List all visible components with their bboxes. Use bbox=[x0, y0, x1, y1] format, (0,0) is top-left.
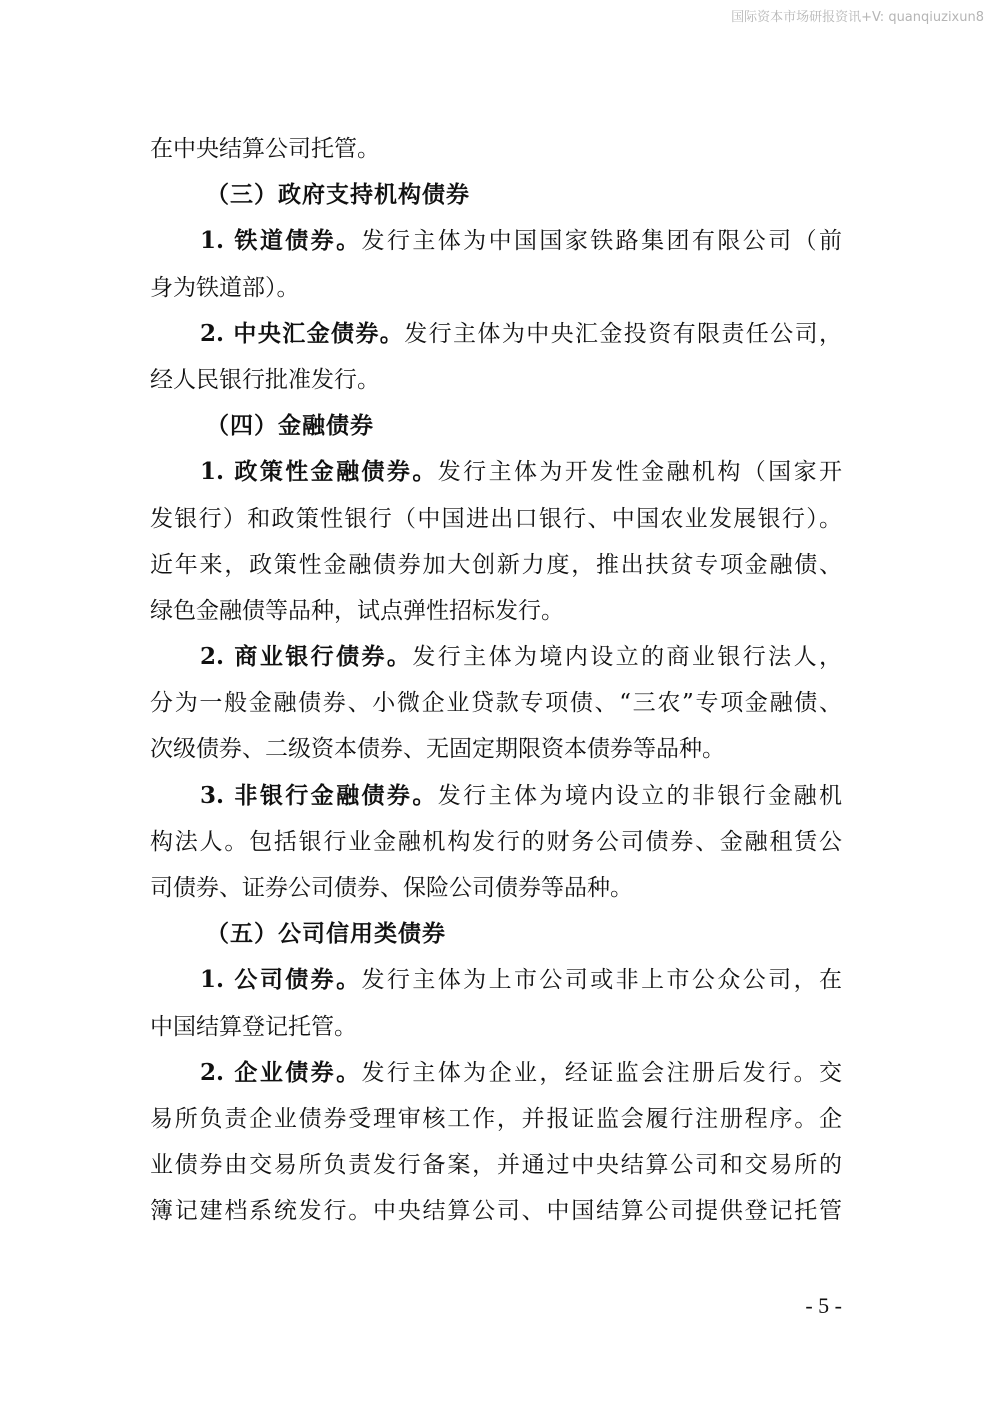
item-title: 1. 铁道债券。 bbox=[200, 227, 362, 255]
section-heading-four: （四）金融债券 bbox=[206, 412, 374, 440]
item-text: 发行主体为开发性金融机构（国家开 bbox=[437, 459, 842, 486]
item-title: 3. 非银行金融债券。 bbox=[200, 781, 438, 809]
item-text: 发行主体为中国国家铁路集团有限公司（前 bbox=[361, 228, 842, 255]
page-number: - 5 - bbox=[805, 1293, 842, 1318]
item-title: 1. 政策性金融债券。 bbox=[200, 458, 438, 486]
item-title: 2. 商业银行债券。 bbox=[200, 643, 413, 671]
paragraph-line bbox=[150, 957, 842, 1003]
paragraph-line: 次级债券、二级资本债券、无固定期限资本债券等品种。 bbox=[150, 736, 725, 763]
paragraph-line: 分为一般金融债券、小微企业贷款专项债、“三农”专项金融债、 bbox=[150, 690, 842, 717]
paragraph-line bbox=[150, 218, 842, 264]
paragraph-line bbox=[150, 1050, 842, 1096]
document-body bbox=[150, 126, 842, 1235]
paragraph-line: 在中央结算公司托管。 bbox=[150, 136, 380, 162]
section-heading-three: （三）政府支持机构债券 bbox=[206, 181, 470, 209]
paragraph-line: 绿色金融债等品种，试点弹性招标发行。 bbox=[150, 597, 564, 624]
paragraph-line: 司债券、证券公司债券、保险公司债券等品种。 bbox=[150, 875, 633, 901]
item-text: 发行主体为上市公司或非上市公众公司，在 bbox=[361, 967, 842, 994]
item-text: 发行主体为境内设立的非银行金融机 bbox=[437, 782, 842, 809]
paragraph-line: 易所负责企业债券受理审核工作，并报证监会履行注册程序。企 bbox=[150, 1105, 842, 1132]
item-text: 发行主体为境内设立的商业银行法人， bbox=[412, 644, 842, 671]
section-heading-five: （五）公司信用类债券 bbox=[206, 920, 446, 948]
paragraph-line: 身为铁道部）。 bbox=[150, 274, 300, 301]
paragraph-line bbox=[150, 449, 842, 495]
paragraph-line: 经人民银行批准发行。 bbox=[150, 366, 380, 393]
paragraph-line: 业债券由交易所负责发行备案，并通过中央结算公司和交易所的 bbox=[150, 1152, 842, 1179]
item-title: 2. 企业债券。 bbox=[200, 1058, 362, 1086]
paragraph-line: 近年来，政策性金融债券加大创新力度，推出扶贫专项金融债、 bbox=[150, 551, 842, 578]
paragraph-line: 簿记建档系统发行。中央结算公司、中国结算公司提供登记托管 bbox=[150, 1198, 842, 1225]
item-text: 发行主体为企业，经证监会注册后发行。交 bbox=[361, 1059, 842, 1086]
item-title: 2. 中央汇金债券。 bbox=[200, 319, 405, 347]
paragraph-line: 发银行）和政策性银行（中国进出口银行、中国农业发展银行）。 bbox=[150, 505, 842, 532]
paragraph-line: 构法人。包括银行业金融机构发行的财务公司债券、金融租赁公 bbox=[150, 828, 842, 855]
paragraph-line bbox=[150, 634, 842, 680]
item-title: 1. 公司债券。 bbox=[200, 966, 362, 994]
item-text: 发行主体为中央汇金投资有限责任公司， bbox=[404, 320, 842, 347]
paragraph-line: 中国结算登记托管。 bbox=[150, 1013, 357, 1040]
paragraph-line bbox=[150, 773, 842, 819]
paragraph-line bbox=[150, 311, 842, 357]
watermark: 国际资本市场研报资讯+V: quanqiuzixun8 bbox=[731, 10, 984, 25]
